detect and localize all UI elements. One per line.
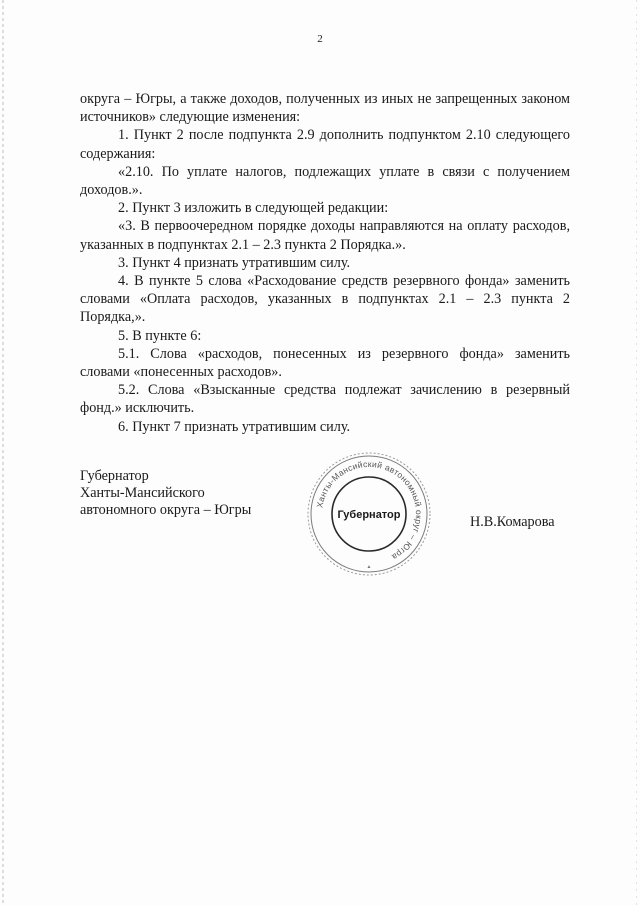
- signatory-title-line: Губернатор: [80, 468, 149, 484]
- signatory-name: Н.В.Комарова: [470, 514, 555, 530]
- seal-ring-text: Ханты-Мансийский автономный округ – Югра: [314, 458, 425, 563]
- paragraph-item-1: 1. Пункт 2 после подпункта 2.9 дополнить подпунктом 2.10 следующего содержания:: [80, 127, 570, 162]
- seal-graphic: [305, 450, 433, 578]
- seal-center-text: Губернатор: [337, 509, 401, 521]
- signatory-title: [80, 468, 251, 519]
- paragraph-item-4: 4. В пункте 5 слова «Расходование средств резервного фонда» заменить словами «Оплата расходов, указанных в подпунктах 2.1 – 2.3 пункта 2 Порядка,».: [80, 273, 570, 326]
- signatory-title-line: Ханты-Мансийского: [80, 485, 205, 501]
- svg-text:▲: ▲: [366, 564, 372, 570]
- document-body: [80, 90, 570, 436]
- official-seal: [305, 450, 433, 578]
- paragraph-item-3: 3. Пункт 4 признать утратившим силу.: [118, 254, 351, 271]
- paragraph-quote-2-10: «2.10. По уплате налогов, подлежащих уплате в связи с получением доходов.».: [80, 163, 570, 199]
- signatory-title-line: автономного округа – Югры: [80, 502, 252, 518]
- paragraph-continuation: округа – Югры, а также доходов, полученных из иных не запрещенных законом источников» следующие изменения:: [80, 91, 570, 126]
- scan-edge-left: [2, 0, 4, 905]
- page-number: 2: [317, 33, 323, 45]
- paragraph-item-5-1: 5.1. Слова «расходов, понесенных из резервного фонда» заменить словами «понесенных расходов».: [80, 345, 570, 381]
- paragraph-item-5: 5. В пункте 6:: [118, 327, 202, 344]
- paragraph-item-5-2: 5.2. Слова «Взысканные средства подлежат зачислению в резервный фонд.» исключить.: [80, 382, 570, 417]
- paragraph-item-2: 2. Пункт 3 изложить в следующей редакции:: [118, 200, 389, 217]
- paragraph-quote-3: «3. В первоочередном порядке доходы направляются на оплату расходов, указанных в подпунктах 2.1 – 2.3 пункта 2 Порядка.».: [80, 218, 570, 253]
- paragraph-item-6: 6. Пункт 7 признать утратившим силу.: [118, 418, 351, 435]
- scan-edge-right: [636, 0, 637, 905]
